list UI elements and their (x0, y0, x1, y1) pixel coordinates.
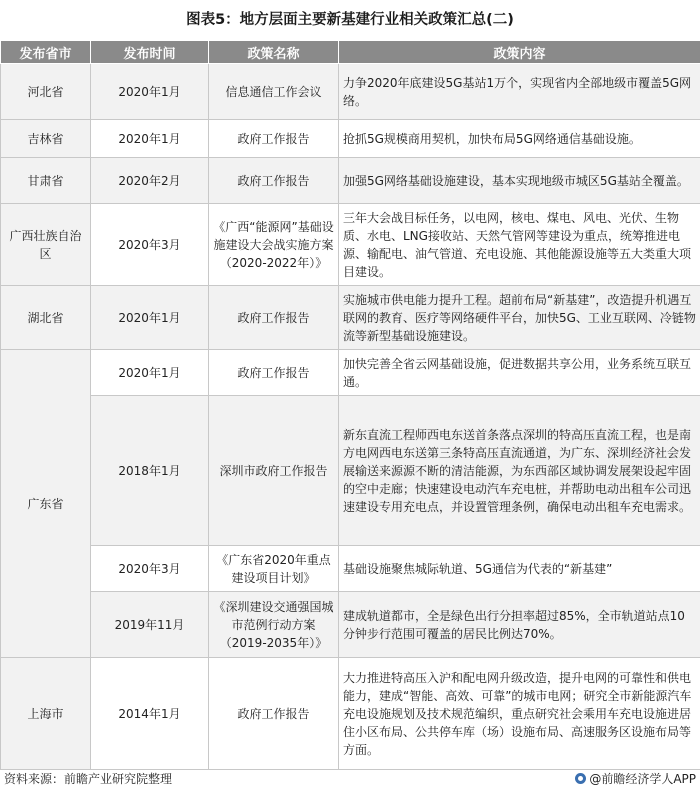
brand-label: @前瞻经济学人APP (589, 772, 696, 786)
time-cell: 2018年1月 (91, 396, 209, 546)
brand-logo-icon (575, 773, 586, 784)
policy-content-cell: 三年大会战目标任务，以电网，核电、煤电、风电、光伏、生物质、水电、LNG接收站、天然气管网等建设为重点，统筹推进电源、输配电、油气管道、充电设施、其他能源设施等五大类重大项目建设。 (339, 204, 700, 286)
table-row (1, 350, 700, 396)
page-title: 图表5：地方层面主要新基建行业相关政策汇总(二) (186, 12, 514, 28)
policy-content-cell: 新东直流工程师西电东送首条落点深圳的特高压直流工程，也是南方电网西电东送第三条特高压直流通道，为广东、深圳经济社会发展输送来源源不断的清洁能源，为东西部区域协调发展架设起牢固的空中走廊；快速建设电动汽车充电桩，并帮助电动出租车公司迅速建设专用充电点，并设置管理条例，确保电动出租车充电需求。 (339, 396, 700, 546)
brand-attribution (575, 770, 696, 787)
table-row (1, 64, 700, 120)
time-cell: 2020年1月 (91, 286, 209, 350)
policy-name-cell: 政府工作报告 (209, 120, 339, 158)
column-header-policy-name: 政策名称 (209, 41, 339, 64)
policy-name-cell: 政府工作报告 (209, 350, 339, 396)
policy-name-cell: 深圳市政府工作报告 (209, 396, 339, 546)
policy-name-cell: 政府工作报告 (209, 158, 339, 204)
province-cell: 吉林省 (1, 120, 91, 158)
province-cell: 上海市 (1, 658, 91, 770)
table-row (1, 658, 700, 770)
policy-content-cell: 建成轨道都市，全是绿色出行分担率超过85%，全市轨道站点10分钟步行范围可覆盖的居民比例达70%。 (339, 592, 700, 658)
province-cell: 湖北省 (1, 286, 91, 350)
policy-content-cell: 基础设施聚焦城际轨道、5G通信为代表的“新基建” (339, 546, 700, 592)
table-row (1, 396, 700, 546)
time-cell: 2020年3月 (91, 204, 209, 286)
time-cell: 2014年1月 (91, 658, 209, 770)
column-header-time: 发布时间 (91, 41, 209, 64)
policy-name-cell: 《广西“能源网”基础设施建设大会战实施方案（2020-2022年）》 (209, 204, 339, 286)
province-cell: 广东省 (1, 350, 91, 658)
policy-content-cell: 加强5G网络基础设施建设，基本实现地级市城区5G基站全覆盖。 (339, 158, 700, 204)
table-header-row (1, 41, 700, 64)
policy-content-cell: 抢抓5G规模商用契机，加快布局5G网络通信基础设施。 (339, 120, 700, 158)
column-header-province: 发布省市 (1, 41, 91, 64)
policy-name-cell: 政府工作报告 (209, 286, 339, 350)
time-cell: 2020年1月 (91, 350, 209, 396)
table-row (1, 546, 700, 592)
time-cell: 2019年11月 (91, 592, 209, 658)
policy-name-cell: 政府工作报告 (209, 658, 339, 770)
policy-name-cell: 《广东省2020年重点建设项目计划》 (209, 546, 339, 592)
time-cell: 2020年1月 (91, 120, 209, 158)
time-cell: 2020年3月 (91, 546, 209, 592)
province-cell: 广西壮族自治区 (1, 204, 91, 286)
policy-table (0, 40, 700, 770)
time-cell: 2020年2月 (91, 158, 209, 204)
policy-content-cell: 大力推进特高压入沪和配电网升级改造，提升电网的可靠性和供电能力，建成“智能、高效、可靠”的城市电网；研究全市新能源汽车充电设施规划及技术规范编织，重点研究社会乘用车充电设施进居住小区布局、公共停车库（场）设施布局、高速服务区设施布局等方面。 (339, 658, 700, 770)
policy-content-cell: 力争2020年底建设5G基站1万个，实现省内全部地级市覆盖5G网络。 (339, 64, 700, 120)
table-row (1, 158, 700, 204)
policy-content-cell: 实施城市供电能力提升工程。超前布局“新基建”，改造提升机遇互联网的教育、医疗等网络硬件平台，加快5G、工业互联网、冷链物流等新型基础设施建设。 (339, 286, 700, 350)
table-row (1, 204, 700, 286)
footer (0, 768, 700, 790)
table-row (1, 286, 700, 350)
time-cell: 2020年1月 (91, 64, 209, 120)
policy-content-cell: 加快完善全省云网基础设施，促进数据共享公用，业务系统互联互通。 (339, 350, 700, 396)
table-row (1, 120, 700, 158)
province-cell: 河北省 (1, 64, 91, 120)
policy-name-cell: 信息通信工作会议 (209, 64, 339, 120)
column-header-policy-content: 政策内容 (339, 41, 700, 64)
table-row (1, 592, 700, 658)
province-cell: 甘肃省 (1, 158, 91, 204)
source-note: 资料来源：前瞻产业研究院整理 (4, 772, 173, 786)
policy-name-cell: 《深圳建设交通强国城市范例行动方案（2019-2035年）》 (209, 592, 339, 658)
